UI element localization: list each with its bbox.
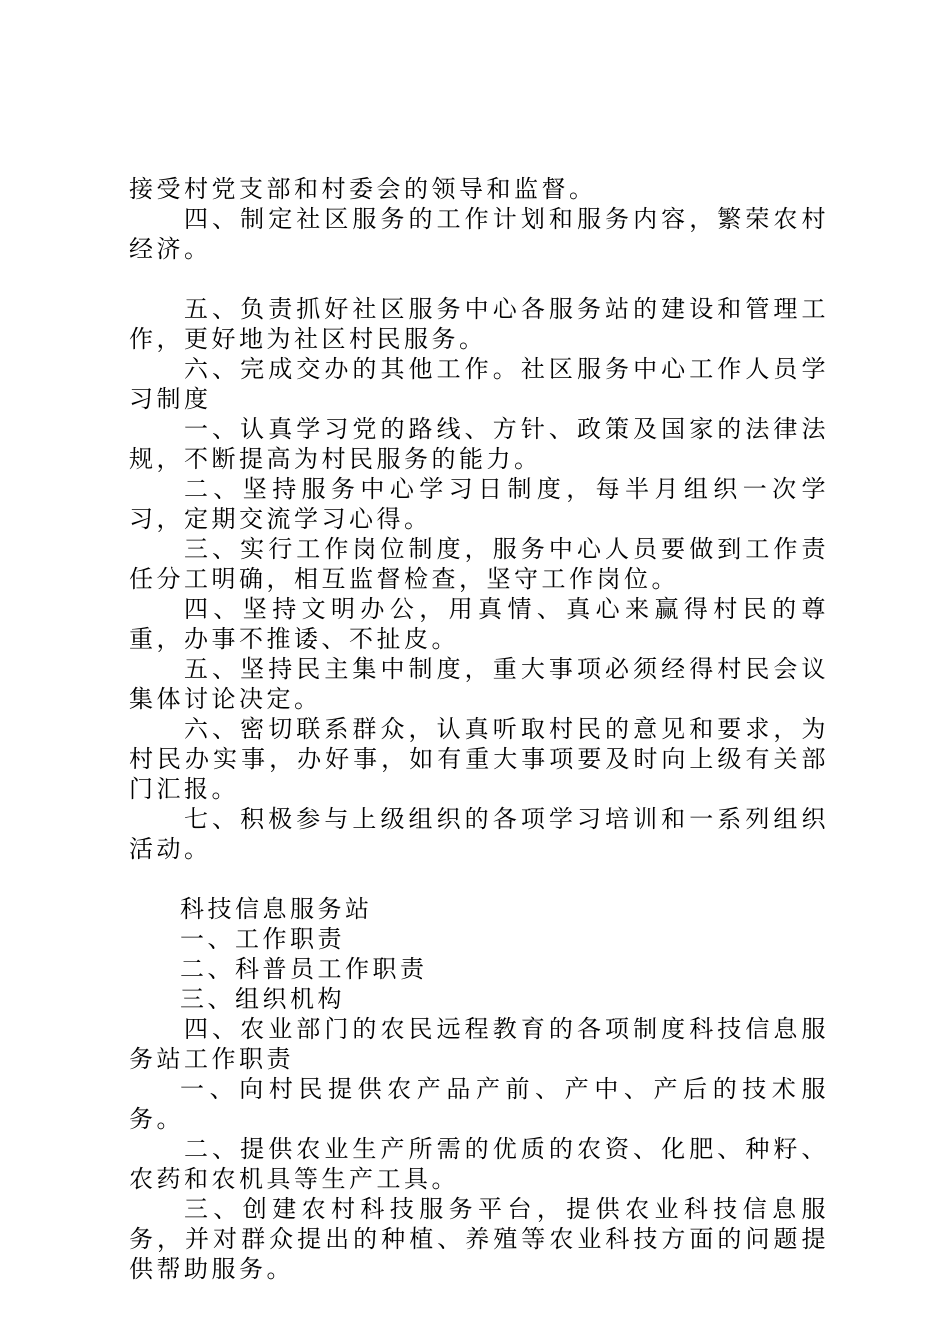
paragraph-study-7: 七、积极参与上级组织的各项学习培训和一系列组织活动。 bbox=[129, 805, 829, 863]
paragraph-study-6: 六、密切联系群众，认真听取村民的意见和要求，为村民办实事，办好事，如有重大事项要及时向上级有关部门汇报。 bbox=[129, 715, 829, 803]
paragraph-item-5: 五、负责抓好社区服务中心各服务站的建设和管理工作，更好地为社区村民服务。 bbox=[129, 295, 829, 353]
paragraph-study-2: 二、坚持服务中心学习日制度，每半月组织一次学习，定期交流学习心得。 bbox=[129, 475, 829, 533]
paragraph-duty-1: 一、向村民提供农产品产前、产中、产后的技术服务。 bbox=[129, 1075, 829, 1133]
paragraph-study-4: 四、坚持文明办公，用真情、真心来赢得村民的尊重，办事不推诿、不扯皮。 bbox=[129, 595, 829, 653]
paragraph-item-6-study-system: 六、完成交办的其他工作。社区服务中心工作人员学习制度 bbox=[129, 355, 829, 413]
paragraph-study-3: 三、实行工作岗位制度，服务中心人员要做到工作责任分工明确，相互监督检查，坚守工作岗位。 bbox=[129, 535, 829, 593]
list-item-duties: 一、工作职责 bbox=[180, 925, 345, 953]
list-item-remote-education: 四、农业部门的农民远程教育的各项制度科技信息服务站工作职责 bbox=[129, 1015, 829, 1073]
section-heading-tech-station: 科技信息服务站 bbox=[180, 895, 373, 923]
paragraph-duty-3: 三、创建农村科技服务平台，提供农业科技信息服务，并对群众提出的种植、养殖等农业科技方面的问题提供帮助服务。 bbox=[129, 1195, 829, 1283]
list-item-organization: 三、组织机构 bbox=[180, 985, 345, 1013]
paragraph-continuation: 接受村党支部和村委会的领导和监督。 bbox=[129, 175, 597, 203]
paragraph-study-5: 五、坚持民主集中制度，重大事项必须经得村民会议集体讨论决定。 bbox=[129, 655, 829, 713]
paragraph-item-4: 四、制定社区服务的工作计划和服务内容，繁荣农村经济。 bbox=[129, 205, 829, 263]
blank-line bbox=[129, 864, 829, 894]
paragraph-study-1: 一、认真学习党的路线、方针、政策及国家的法律法规，不断提高为村民服务的能力。 bbox=[129, 415, 829, 473]
blank-line bbox=[129, 264, 829, 294]
paragraph-duty-2: 二、提供农业生产所需的优质的农资、化肥、种籽、农药和农机具等生产工具。 bbox=[129, 1135, 829, 1193]
list-item-science-staff-duties: 二、科普员工作职责 bbox=[180, 955, 428, 983]
document-body bbox=[129, 174, 829, 1284]
